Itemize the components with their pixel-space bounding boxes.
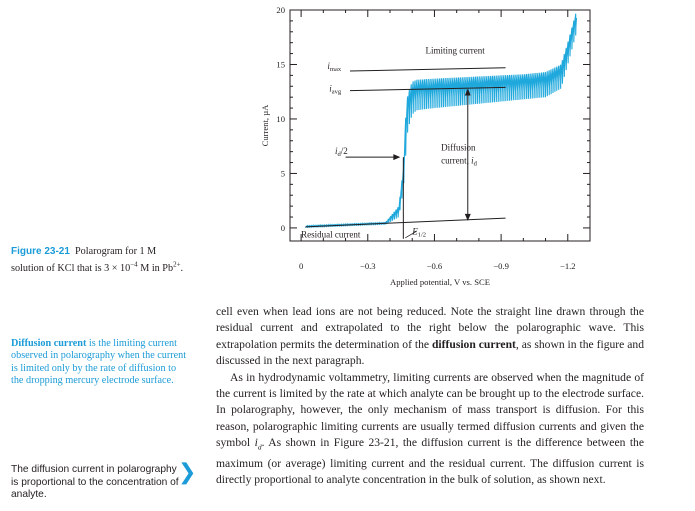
x-tick-label: −1.2 (559, 261, 576, 271)
body-text (216, 304, 644, 489)
definition-text: is the limiting current observed in polarography when the current is limited only by the rate of diffusion to the dropping mercury electrode surface. (11, 338, 187, 387)
diffusion-label-line2: current, $i_d$ (441, 155, 477, 168)
residual-extrapolation-line (306, 218, 506, 227)
figure-caption (11, 246, 187, 275)
x-tick-label: −0.6 (426, 261, 443, 271)
figure-label: Figure 23-21 (11, 246, 70, 257)
y-tick-label: 20 (276, 5, 285, 15)
diffusion-current-term: diffusion current (431, 337, 516, 351)
y-tick-label: 10 (276, 113, 285, 124)
paragraph-2: As in hydrodynamic voltammetry, limiting currents are observed when the magnitude of the current is limited by the rate at which analyte can be brought up to the electrode surface. In polarography, however, the only mechanism of mass transport is diffusion. For this reason, polarographic limiting currents are usually termed diffusion currents and given the symbol $i_d$. As shown in Figure 23-21, the diffusion current is the difference between the maximum (or average) limiting current and the residual current. The diffusion current is directly proportional to analyte concentration in the bulk of solution, as shown next. (216, 370, 644, 487)
definition-term: Diffusion current (11, 338, 87, 349)
diffusion-label-line1: Diffusion (441, 142, 476, 153)
limiting-current-label: Limiting current (425, 45, 485, 56)
y-tick-label: 5 (280, 168, 285, 179)
x-axis-label: Applied potential, V vs. SCE (390, 277, 490, 287)
residual-current-label: Residual current (301, 229, 361, 240)
i-max-line (350, 68, 506, 71)
figure-caption-text: Polarogram for 1 M solution of KCl that is $3 \times 10^{-4}$ M in $Pb^{2+}$. (11, 246, 184, 274)
x-tick-label: 0 (298, 261, 304, 271)
paragraph-1: cell even when lead ions are not being reduced. Note the straight line drawn through the residual current and extrapolated to the right below the polarographic wave. This extrapolation permits the determination of the diffusion current, as shown in the figure and discussed in the next paragraph. (216, 305, 644, 368)
y-tick-label: 15 (276, 59, 285, 70)
id2-label: $i_d/2$ (334, 145, 348, 158)
chevron-right-icon: ❯ (178, 460, 197, 485)
x-tick-label: −0.3 (359, 261, 376, 271)
definition-note (11, 338, 187, 388)
id2-arrowhead (393, 154, 400, 160)
e-half-label: $E_{1/2}$ (412, 226, 427, 239)
key-point-note: The diffusion current in polarography is proportional to the concentration of analyte. (11, 464, 179, 501)
i-max-label: $i_{max}$ (327, 60, 342, 73)
x-tick-label: −0.9 (493, 261, 509, 271)
i-avg-label: $i_{avg}$ (329, 83, 342, 96)
y-tick-label: 0 (280, 222, 285, 233)
y-axis-label: Current, µA (260, 104, 270, 147)
